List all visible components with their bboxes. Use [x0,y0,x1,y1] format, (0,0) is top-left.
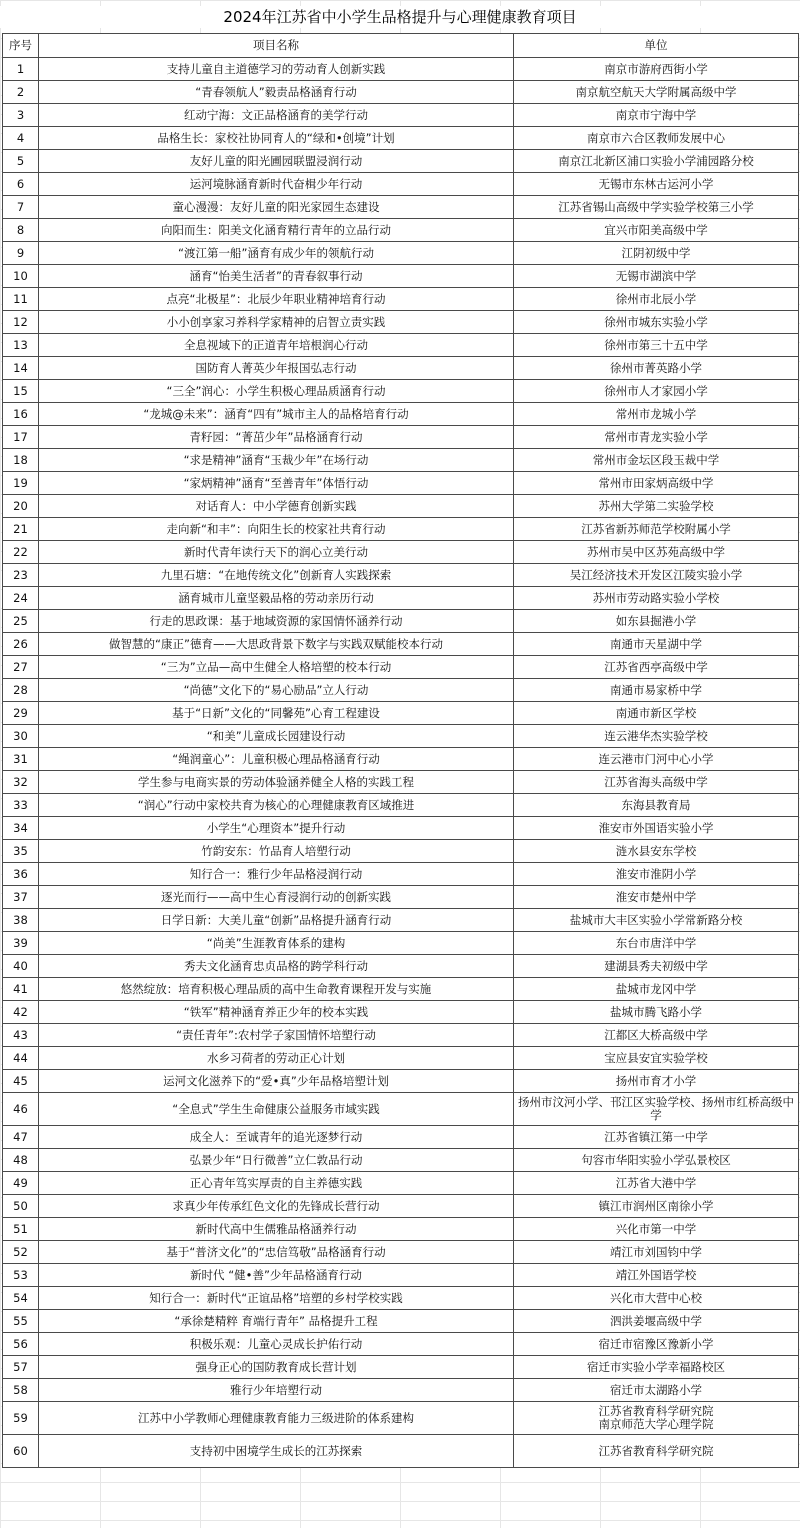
table-row [3,794,799,817]
project-name-cell: 秀夫文化涵育忠贞品格的跨学科行动 [39,955,514,978]
table-header-row [3,34,799,58]
unit-cell: 徐州市人才家园小学 [514,380,799,403]
unit-cell: 常州市金坛区段玉裁中学 [514,449,799,472]
unit-cell: 常州市龙城小学 [514,403,799,426]
serial-number-cell: 25 [3,610,39,633]
unit-cell: 江苏省教育科学研究院 南京师范大学心理学院 [514,1402,799,1435]
table-row [3,1356,799,1379]
project-name-cell: “求是精神”涵育“玉裁少年”在场行动 [39,449,514,472]
serial-number-cell: 30 [3,725,39,748]
table-row [3,725,799,748]
table-row [3,495,799,518]
table-row [3,587,799,610]
project-name-cell: 运河境脉涵育新时代奋楫少年行动 [39,173,514,196]
project-name-cell: 做智慧的“康正”德育——大思政背景下数字与实践双赋能校本行动 [39,633,514,656]
serial-number-cell: 58 [3,1379,39,1402]
serial-number-cell: 41 [3,978,39,1001]
unit-cell: 江都区大桥高级中学 [514,1024,799,1047]
table-row [3,242,799,265]
table-row [3,334,799,357]
project-name-cell: 正心青年笃实厚责的自主养德实践 [39,1172,514,1195]
project-name-cell: 新时代青年读行天下的润心立美行动 [39,541,514,564]
table-row [3,1310,799,1333]
project-name-cell: 支持初中困境学生成长的江苏探索 [39,1435,514,1468]
project-name-cell: 求真少年传承红色文化的先锋成长营行动 [39,1195,514,1218]
unit-cell: 宝应县安宜实验学校 [514,1047,799,1070]
project-name-cell: 积极乐观：儿童心灵成长护佑行动 [39,1333,514,1356]
project-name-cell: “尚德”文化下的“易心励品”立人行动 [39,679,514,702]
serial-number-cell: 38 [3,909,39,932]
table-row [3,656,799,679]
unit-cell: 东海县教育局 [514,794,799,817]
unit-cell: 镇江市润州区南徐小学 [514,1195,799,1218]
project-name-cell: 成全人：至诚青年的追光逐梦行动 [39,1126,514,1149]
serial-number-cell: 32 [3,771,39,794]
project-name-cell: “责任青年”:农村学子家国情怀培塑行动 [39,1024,514,1047]
project-name-cell: 行走的思政课：基于地域资源的家国情怀涵养行动 [39,610,514,633]
project-name-cell: 支持儿童自主道德学习的劳动育人创新实践 [39,58,514,81]
serial-number-cell: 5 [3,150,39,173]
project-name-cell: “家炳精神”涵育“至善青年”体悟行动 [39,472,514,495]
unit-cell: 宿迁市实验小学幸福路校区 [514,1356,799,1379]
table-row [3,173,799,196]
table-row [3,150,799,173]
serial-number-cell: 17 [3,426,39,449]
table-row [3,1093,799,1126]
project-name-cell: 雅行少年培塑行动 [39,1379,514,1402]
table-row [3,1402,799,1435]
unit-cell: 南京江北新区浦口实验小学浦园路分校 [514,150,799,173]
unit-cell: 如东县掘港小学 [514,610,799,633]
table-row [3,104,799,127]
serial-number-cell: 12 [3,311,39,334]
table-row [3,196,799,219]
unit-cell: 东台市唐洋中学 [514,932,799,955]
table-row [3,1241,799,1264]
unit-cell: 扬州市育才小学 [514,1070,799,1093]
project-name-cell: 知行合一：新时代“正谊品格”培塑的乡村学校实践 [39,1287,514,1310]
serial-number-cell: 55 [3,1310,39,1333]
table-row [3,955,799,978]
serial-number-cell: 40 [3,955,39,978]
project-name-cell: 点亮“北极星”：北辰少年职业精神培育行动 [39,288,514,311]
table-row [3,909,799,932]
project-name-cell: “承徐楚精粹 育端行青年” 品格提升工程 [39,1310,514,1333]
project-name-cell: 国防育人菁英少年报国弘志行动 [39,357,514,380]
table-row [3,817,799,840]
unit-cell: 南通市新区学校 [514,702,799,725]
table-row [3,518,799,541]
unit-cell: 连云港华杰实验学校 [514,725,799,748]
unit-cell: 江苏省教育科学研究院 [514,1435,799,1468]
unit-cell: 常州市田家炳高级中学 [514,472,799,495]
project-name-cell: “润心”行动中家校共育为核心的心理健康教育区域推进 [39,794,514,817]
table-row [3,219,799,242]
project-table [2,33,799,1468]
serial-number-cell: 1 [3,58,39,81]
serial-number-cell: 59 [3,1402,39,1435]
table-row [3,1070,799,1093]
table-row [3,1218,799,1241]
serial-number-cell: 7 [3,196,39,219]
document-title: 2024年江苏省中小学生品格提升与心理健康教育项目 [0,6,800,28]
table-row [3,81,799,104]
project-name-cell: “三为”立品—高中生健全人格培塑的校本行动 [39,656,514,679]
project-name-cell: 涵育城市儿童坚毅品格的劳动亲历行动 [39,587,514,610]
unit-cell: 江苏省西亭高级中学 [514,656,799,679]
project-name-cell: “渡江第一船”涵育有成少年的领航行动 [39,242,514,265]
serial-number-cell: 56 [3,1333,39,1356]
project-name-cell: 逐光而行——高中生心育浸润行动的创新实践 [39,886,514,909]
table-row [3,1264,799,1287]
unit-cell: 南京市游府西街小学 [514,58,799,81]
serial-number-cell: 21 [3,518,39,541]
table-row [3,265,799,288]
project-name-cell: 青籽园：“菁茁少年”品格涵育行动 [39,426,514,449]
serial-number-cell: 22 [3,541,39,564]
table-row [3,840,799,863]
table-row [3,1287,799,1310]
unit-cell: 盐城市大丰区实验小学常新路分校 [514,909,799,932]
unit-cell: 兴化市第一中学 [514,1218,799,1241]
table-row [3,403,799,426]
table-row [3,679,799,702]
project-name-cell: 红动宁海：文正品格涵育的美学行动 [39,104,514,127]
serial-number-cell: 39 [3,932,39,955]
serial-number-cell: 9 [3,242,39,265]
table-row [3,426,799,449]
unit-cell: 徐州市第三十五中学 [514,334,799,357]
serial-number-cell: 26 [3,633,39,656]
project-name-cell: 竹韵安东：竹品育人培塑行动 [39,840,514,863]
unit-cell: 兴化市大营中心校 [514,1287,799,1310]
unit-cell: 南通市易家桥中学 [514,679,799,702]
unit-cell: 南通市天星湖中学 [514,633,799,656]
unit-cell: 无锡市东林古运河小学 [514,173,799,196]
project-name-cell: 小小创享家习养科学家精神的启智立责实践 [39,311,514,334]
table-row [3,541,799,564]
unit-cell: 宿迁市宿豫区豫新小学 [514,1333,799,1356]
unit-cell: 江苏省锡山高级中学实验学校第三小学 [514,196,799,219]
project-name-cell: 水乡习荷者的劳动正心计划 [39,1047,514,1070]
serial-number-cell: 13 [3,334,39,357]
table-row [3,449,799,472]
serial-number-cell: 16 [3,403,39,426]
project-name-cell: “和美”儿童成长园建设行动 [39,725,514,748]
project-name-cell: 九里石塘：“在地传统文化”创新育人实践探索 [39,564,514,587]
unit-cell: 南京市宁海中学 [514,104,799,127]
unit-cell: 苏州市劳动路实验小学校 [514,587,799,610]
unit-cell: 江苏省镇江第一中学 [514,1126,799,1149]
project-name-cell: 向阳而生：阳美文化涵育精行青年的立品行动 [39,219,514,242]
unit-cell: 常州市青龙实验小学 [514,426,799,449]
table-row [3,1047,799,1070]
serial-number-cell: 24 [3,587,39,610]
unit-cell: 盐城市腾飞路小学 [514,1001,799,1024]
project-name-cell: 基于“普济文化”的“忠信笃敬”品格涵育行动 [39,1241,514,1264]
serial-number-cell: 36 [3,863,39,886]
table-row [3,1435,799,1468]
unit-cell: 苏州市吴中区苏苑高级中学 [514,541,799,564]
project-name-cell: 知行合一：雅行少年品格浸润行动 [39,863,514,886]
serial-number-cell: 15 [3,380,39,403]
serial-number-cell: 4 [3,127,39,150]
serial-number-cell: 43 [3,1024,39,1047]
unit-cell: 徐州市北辰小学 [514,288,799,311]
serial-number-cell: 45 [3,1070,39,1093]
project-name-cell: 运河文化滋养下的“爱•真”少年品格培塑计划 [39,1070,514,1093]
table-row [3,472,799,495]
project-name-cell: 走向新“和丰”：向阳生长的校家社共育行动 [39,518,514,541]
project-name-cell: 涵育“怡美生活者”的青春叙事行动 [39,265,514,288]
table-row [3,58,799,81]
project-name-cell: 江苏中小学教师心理健康教育能力三级进阶的体系建构 [39,1402,514,1435]
unit-cell: 淮安市楚州中学 [514,886,799,909]
project-name-cell: “全息式”学生生命健康公益服务市域实践 [39,1093,514,1126]
table-row [3,610,799,633]
table-row [3,771,799,794]
project-name-cell: 新时代 “健•善”少年品格涵育行动 [39,1264,514,1287]
unit-cell: 无锡市湖滨中学 [514,265,799,288]
table-row [3,357,799,380]
unit-cell: 徐州市菁英路小学 [514,357,799,380]
project-name-cell: 日学日新：大美儿童“创新”品格提升涵育行动 [39,909,514,932]
table-row [3,863,799,886]
unit-cell: 句容市华阳实验小学弘景校区 [514,1149,799,1172]
unit-cell: 宿迁市太湖路小学 [514,1379,799,1402]
serial-number-cell: 44 [3,1047,39,1070]
table-row [3,1195,799,1218]
project-name-cell: 基于“日新”文化的“同馨苑”心育工程建设 [39,702,514,725]
serial-number-cell: 8 [3,219,39,242]
serial-number-cell: 10 [3,265,39,288]
unit-cell: 徐州市城东实验小学 [514,311,799,334]
table-row [3,1172,799,1195]
table-row [3,311,799,334]
serial-number-cell: 27 [3,656,39,679]
unit-cell: 江苏省大港中学 [514,1172,799,1195]
serial-number-cell: 28 [3,679,39,702]
unit-cell: 淮安市外国语实验小学 [514,817,799,840]
serial-number-cell: 46 [3,1093,39,1126]
serial-number-cell: 54 [3,1287,39,1310]
serial-number-cell: 35 [3,840,39,863]
serial-number-cell: 49 [3,1172,39,1195]
table-row [3,932,799,955]
serial-number-cell: 52 [3,1241,39,1264]
project-name-cell: “绳润童心”：儿童积极心理品格涵育行动 [39,748,514,771]
unit-cell: 泗洪姜堰高级中学 [514,1310,799,1333]
serial-number-cell: 2 [3,81,39,104]
table-row [3,748,799,771]
serial-number-cell: 47 [3,1126,39,1149]
table-row [3,978,799,1001]
serial-number-cell: 11 [3,288,39,311]
project-name-cell: 友好儿童的阳光圃园联盟浸润行动 [39,150,514,173]
serial-number-cell: 37 [3,886,39,909]
project-name-cell: 童心漫漫：友好儿童的阳光家园生态建设 [39,196,514,219]
table-row [3,1149,799,1172]
project-name-cell: 全息视域下的正道青年培根润心行动 [39,334,514,357]
unit-cell: 靖江外国语学校 [514,1264,799,1287]
unit-cell: 吴江经济技术开发区江陵实验小学 [514,564,799,587]
table-row [3,288,799,311]
project-name-cell: 学生参与电商实景的劳动体验涵养健全人格的实践工程 [39,771,514,794]
table-row [3,1024,799,1047]
unit-cell: 涟水县安东学校 [514,840,799,863]
project-name-cell: 小学生“心理资本”提升行动 [39,817,514,840]
project-name-cell: “三全”润心：小学生积极心理品质涵育行动 [39,380,514,403]
serial-number-cell: 60 [3,1435,39,1468]
project-name-cell: “尚美”生涯教育体系的建构 [39,932,514,955]
table-row [3,564,799,587]
unit-cell: 南京市六合区教师发展中心 [514,127,799,150]
serial-number-cell: 51 [3,1218,39,1241]
table-row [3,1333,799,1356]
table-row [3,1379,799,1402]
project-name-cell: 弘景少年“日行微善”立仁敦品行动 [39,1149,514,1172]
table-row [3,702,799,725]
table-row [3,633,799,656]
unit-cell: 靖江市刘国钧中学 [514,1241,799,1264]
project-name-cell: 新时代高中生儒雅品格涵养行动 [39,1218,514,1241]
serial-number-cell: 53 [3,1264,39,1287]
project-name-cell: 强身正心的国防教育成长营计划 [39,1356,514,1379]
serial-number-cell: 20 [3,495,39,518]
serial-number-cell: 6 [3,173,39,196]
serial-number-cell: 19 [3,472,39,495]
serial-number-cell: 23 [3,564,39,587]
serial-number-cell: 42 [3,1001,39,1024]
serial-number-cell: 33 [3,794,39,817]
unit-cell: 苏州大学第二实验学校 [514,495,799,518]
project-name-cell: “青春领航人”毅责品格涵育行动 [39,81,514,104]
serial-number-cell: 48 [3,1149,39,1172]
serial-number-cell: 3 [3,104,39,127]
serial-number-cell: 31 [3,748,39,771]
unit-cell: 淮安市淮阴小学 [514,863,799,886]
unit-cell: 江苏省海头高级中学 [514,771,799,794]
serial-number-cell: 18 [3,449,39,472]
table-row [3,1126,799,1149]
unit-cell: 扬州市汶河小学、邗江区实验学校、扬州市红桥高级中学 [514,1093,799,1126]
project-name-cell: “铁军”精神涵育养正少年的校本实践 [39,1001,514,1024]
project-name-cell: “龙城@未来”：涵育“四有”城市主人的品格培育行动 [39,403,514,426]
serial-number-cell: 34 [3,817,39,840]
project-name-cell: 品格生长：家校社协同育人的“绿和•创境”计划 [39,127,514,150]
unit-cell: 江苏省新苏师范学校附属小学 [514,518,799,541]
unit-cell: 连云港市门河中心小学 [514,748,799,771]
unit-cell: 南京航空航天大学附属高级中学 [514,81,799,104]
serial-number-cell: 29 [3,702,39,725]
serial-number-cell: 14 [3,357,39,380]
table-row [3,886,799,909]
header-serial-number: 序号 [3,34,39,58]
header-project-name: 项目名称 [39,34,514,58]
serial-number-cell: 50 [3,1195,39,1218]
header-unit: 单位 [514,34,799,58]
project-name-cell: 悠然绽放：培育积极心理品质的高中生命教育课程开发与实施 [39,978,514,1001]
unit-cell: 江阴初级中学 [514,242,799,265]
table-row [3,380,799,403]
table-row [3,1001,799,1024]
table-body [3,58,799,1468]
unit-cell: 盐城市龙冈中学 [514,978,799,1001]
unit-cell: 宜兴市阳美高级中学 [514,219,799,242]
project-name-cell: 对话育人：中小学德育创新实践 [39,495,514,518]
table-row [3,127,799,150]
serial-number-cell: 57 [3,1356,39,1379]
unit-cell: 建湖县秀夫初级中学 [514,955,799,978]
